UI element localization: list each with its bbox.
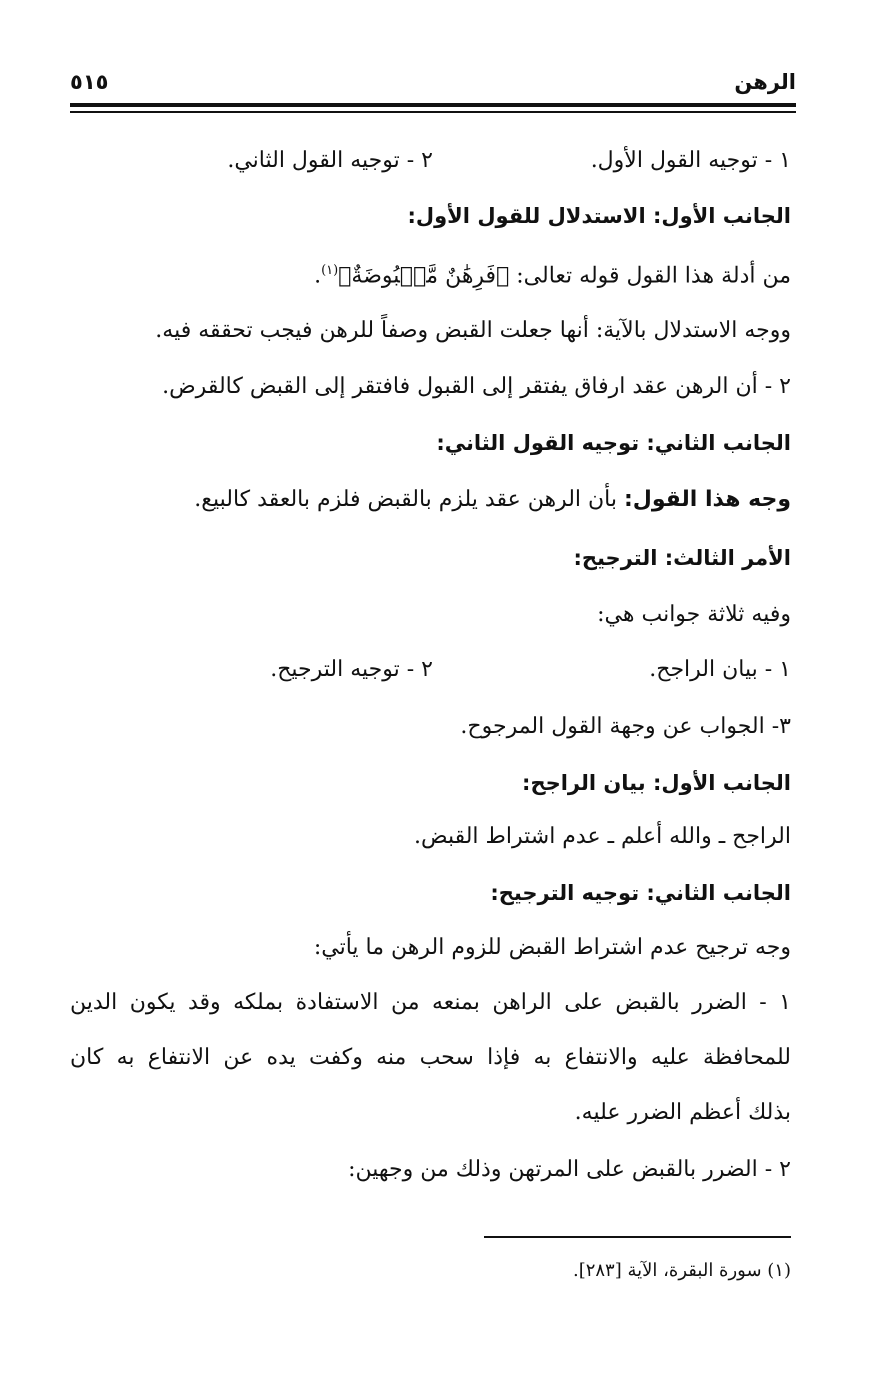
- page-number: ٥١٥: [70, 70, 109, 94]
- paragraph-line: ٢ - الضرر بالقبض على المرتهن وذلك من وجهين:: [348, 1157, 791, 1182]
- page-header: [70, 62, 796, 102]
- section-heading: الجانب الأول: بيان الراجح:: [522, 771, 791, 795]
- paragraph-line: [194, 485, 791, 515]
- paragraph-line: للمحافظة عليه والانتفاع به فإذا سحب منه وكفت يده عن الانتفاع به كان: [70, 1045, 791, 1070]
- bold-lead: وجه هذا القول:: [623, 487, 791, 512]
- header-rule-thin: [70, 111, 796, 113]
- paragraph-line: ووجه الاستدلال بالآية: أنها جعلت القبض وصفاً للرهن فيجب تحققه فيه.: [155, 318, 791, 343]
- paragraph-line: ٣- الجواب عن وجهة القول المرجوح.: [460, 714, 791, 739]
- paragraph-text: بأن الرهن عقد يلزم بالقبض فلزم بالعقد كالبيع.: [194, 487, 624, 512]
- paragraph-line: الراجح ـ والله أعلم ـ عدم اشتراط القبض.: [414, 824, 791, 849]
- list-item-justification: ٢ - توجيه الترجيح.: [270, 657, 433, 682]
- section-heading: الجانب الثاني: توجيه الترجيح:: [490, 881, 791, 905]
- section-heading: الجانب الأول: الاستدلال للقول الأول:: [407, 204, 791, 228]
- list-item-preferred: ١ - بيان الراجح.: [649, 657, 791, 682]
- section-heading: الأمر الثالث: الترجيح:: [573, 546, 791, 570]
- paragraph-line: [314, 256, 791, 291]
- footnote: (١) سورة البقرة، الآية [٢٨٣].: [572, 1260, 791, 1281]
- footnote-marker: (١): [321, 263, 339, 278]
- paragraph-line: ١ - الضرر بالقبض على الراهن بمنعه من الاستفادة بملكه وقد يكون الدين: [70, 990, 791, 1015]
- list-item-first-opinion: ١ - توجيه القول الأول.: [590, 148, 791, 173]
- paragraph-line: بذلك أعظم الضرر عليه.: [574, 1100, 791, 1125]
- period: .: [314, 263, 322, 289]
- paragraph-line: وجه ترجيح عدم اشتراط القبض للزوم الرهن ما يأتي:: [313, 935, 791, 960]
- paragraph-line: وفيه ثلاثة جوانب هي:: [597, 602, 791, 627]
- running-title: الرهن: [734, 70, 796, 94]
- header-rule-thick: [70, 103, 796, 107]
- paragraph-line: ٢ - أن الرهن عقد ارفاق يفتقر إلى القبول فافتقر إلى القبض كالقرض.: [162, 374, 791, 399]
- section-heading: الجانب الثاني: توجيه القول الثاني:: [436, 431, 791, 455]
- footnote-separator: [484, 1236, 791, 1238]
- quran-citation: من أدلة هذا القول قوله تعالى: ﴿فَرِهَٰنٌ مَّقۡبُوضَةٌ﴾: [338, 263, 791, 289]
- list-item-second-opinion: ٢ - توجيه القول الثاني.: [227, 148, 433, 173]
